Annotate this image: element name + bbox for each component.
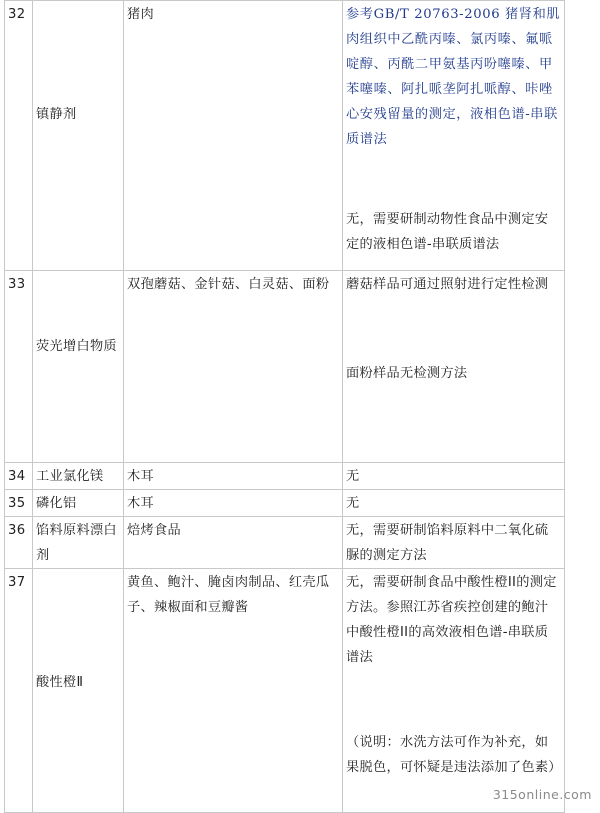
substance-name: 酸性橙Ⅱ <box>36 675 84 690</box>
method-note: 面粉样品无检测方法 <box>346 366 468 381</box>
table-row <box>5 490 565 517</box>
substance-cell <box>33 271 124 463</box>
food-cell: 双孢蘑菇、金针菇、白灵菇、面粉 <box>124 271 343 463</box>
substance-name: 磷化铝 <box>33 490 124 517</box>
food-cell: 木耳 <box>124 463 343 490</box>
food-cell: 猪肉 <box>124 1 343 271</box>
food-cell: 黄鱼、鲍汁、腌卤肉制品、红壳瓜子、辣椒面和豆瓣酱 <box>124 569 343 813</box>
substance-name: 荧光增白物质 <box>36 339 117 354</box>
method-cell: 无 <box>343 490 565 517</box>
detection-methods-table <box>4 0 565 813</box>
table-row <box>5 1 565 271</box>
table-row <box>5 463 565 490</box>
table-row <box>5 569 565 813</box>
food-cell: 木耳 <box>124 490 343 517</box>
substance-cell <box>33 569 124 813</box>
row-number: 33 <box>5 271 33 463</box>
substance-cell <box>33 1 124 271</box>
method-cell <box>343 1 565 271</box>
substance-name: 馅料原料漂白剂 <box>33 517 124 569</box>
method-note: 无，需要研制动物性食品中测定安定的液相色谱-串联质谱法 <box>346 212 549 252</box>
method-cell <box>343 569 565 813</box>
substance-name: 镇静剂 <box>36 107 77 122</box>
row-number: 36 <box>5 517 33 569</box>
method-reference: 蘑菇样品可通过照射进行定性检测 <box>346 277 549 292</box>
row-number: 35 <box>5 490 33 517</box>
method-cell: 无 <box>343 463 565 490</box>
method-reference: 无，需要研制食品中酸性橙II的测定方法。参照江苏省疾控创建的鲍汁中酸性橙II的高效液相色谱-串联质谱法 <box>346 575 557 665</box>
method-note: （说明：水洗方法可作为补充，如果脱色，可怀疑是违法添加了色素） <box>346 735 562 775</box>
row-number: 37 <box>5 569 33 813</box>
substance-name: 工业氯化镁 <box>33 463 124 490</box>
site-watermark: 315online.com <box>492 787 592 802</box>
table-row <box>5 517 565 569</box>
method-cell: 无，需要研制馅料原料中二氧化硫脲的测定方法 <box>343 517 565 569</box>
table-row <box>5 271 565 463</box>
row-number: 32 <box>5 1 33 271</box>
method-reference: 参考GB/T 20763-2006 猪肾和肌肉组织中乙酰丙嗪、氯丙嗪、氟哌啶醇、丙酰二甲氨基丙吩噻嗪、甲苯噻嗪、阿扎哌垄阿扎哌醇、咔唑心安残留量的测定，液相色谱-串联质谱法 <box>346 7 561 147</box>
food-cell: 焙烤食品 <box>124 517 343 569</box>
row-number: 34 <box>5 463 33 490</box>
method-cell <box>343 271 565 463</box>
